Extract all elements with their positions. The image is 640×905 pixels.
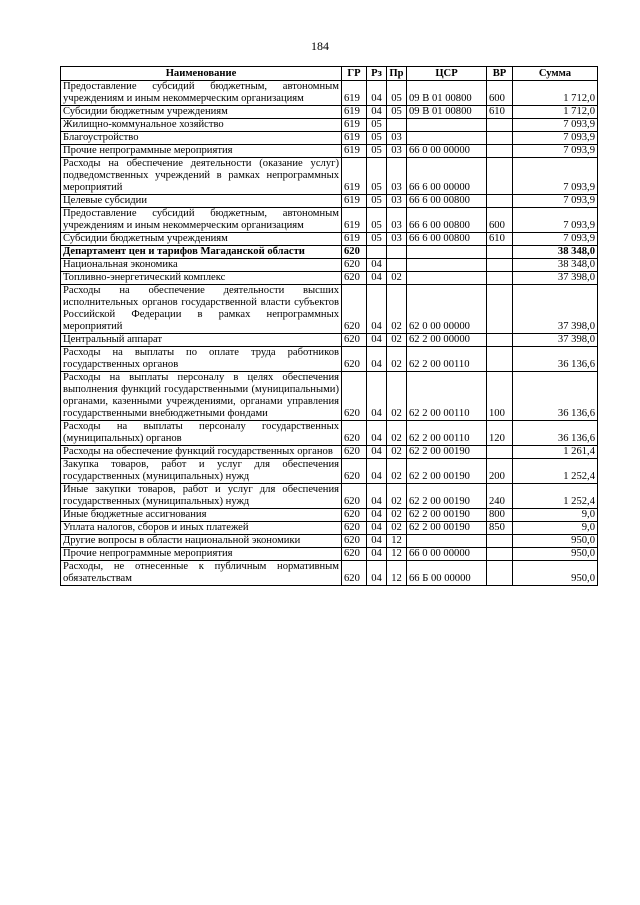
- cell-rz: 05: [367, 195, 387, 208]
- table-row: [61, 459, 598, 484]
- cell-gr: 620: [342, 535, 367, 548]
- cell-name: Другие вопросы в области национальной экономики: [61, 535, 342, 548]
- cell-name: Благоустройство: [61, 132, 342, 145]
- cell-csr: 66 6 00 00000: [407, 158, 487, 195]
- cell-gr: 619: [342, 158, 367, 195]
- cell-sum: 36 136,6: [513, 372, 598, 421]
- cell-csr: [407, 132, 487, 145]
- cell-gr: 620: [342, 446, 367, 459]
- cell-name: Предоставление субсидий бюджетным, автономным учреждениям и иным некоммерческим организациям: [61, 81, 342, 106]
- cell-gr: 620: [342, 259, 367, 272]
- cell-vr: [487, 446, 513, 459]
- cell-vr: [487, 195, 513, 208]
- cell-rz: 05: [367, 233, 387, 246]
- cell-sum: 37 398,0: [513, 285, 598, 334]
- cell-vr: [487, 259, 513, 272]
- cell-rz: 04: [367, 347, 387, 372]
- cell-rz: 04: [367, 106, 387, 119]
- cell-pr: [387, 119, 407, 132]
- cell-rz: 04: [367, 285, 387, 334]
- cell-gr: 620: [342, 522, 367, 535]
- cell-vr: [487, 535, 513, 548]
- cell-rz: 04: [367, 372, 387, 421]
- cell-rz: 04: [367, 334, 387, 347]
- cell-pr: 02: [387, 522, 407, 535]
- cell-name: Предоставление субсидий бюджетным, автономным учреждениям и иным некоммерческим организациям: [61, 208, 342, 233]
- cell-rz: 04: [367, 446, 387, 459]
- cell-sum: 950,0: [513, 561, 598, 586]
- cell-vr: 600: [487, 81, 513, 106]
- cell-sum: 7 093,9: [513, 233, 598, 246]
- cell-pr: 02: [387, 347, 407, 372]
- cell-vr: 100: [487, 372, 513, 421]
- cell-pr: 03: [387, 208, 407, 233]
- cell-name: Иные закупки товаров, работ и услуг для обеспечения государственных (муниципальных) нужд: [61, 484, 342, 509]
- cell-vr: [487, 158, 513, 195]
- header-vr: ВР: [487, 67, 513, 81]
- cell-vr: [487, 347, 513, 372]
- cell-vr: [487, 561, 513, 586]
- cell-gr: 620: [342, 548, 367, 561]
- table-row: [61, 372, 598, 421]
- cell-csr: 09 В 01 00800: [407, 106, 487, 119]
- cell-name: Департамент цен и тарифов Магаданской области: [61, 246, 342, 259]
- cell-csr: 66 6 00 00800: [407, 233, 487, 246]
- cell-sum: 9,0: [513, 509, 598, 522]
- cell-csr: 66 0 00 00000: [407, 548, 487, 561]
- table-row: [61, 145, 598, 158]
- cell-vr: 120: [487, 421, 513, 446]
- cell-csr: 62 2 00 00190: [407, 459, 487, 484]
- cell-sum: 7 093,9: [513, 132, 598, 145]
- cell-csr: 62 2 00 00190: [407, 484, 487, 509]
- cell-csr: 62 0 00 00000: [407, 285, 487, 334]
- cell-pr: 02: [387, 272, 407, 285]
- cell-name: Иные бюджетные ассигнования: [61, 509, 342, 522]
- cell-name: Прочие непрограммные мероприятия: [61, 145, 342, 158]
- cell-vr: [487, 246, 513, 259]
- table-row: [61, 561, 598, 586]
- table-row: [61, 535, 598, 548]
- cell-sum: 36 136,6: [513, 421, 598, 446]
- cell-csr: 62 2 00 00000: [407, 334, 487, 347]
- cell-csr: 62 2 00 00190: [407, 509, 487, 522]
- cell-rz: 04: [367, 81, 387, 106]
- cell-csr: 66 Б 00 00000: [407, 561, 487, 586]
- cell-vr: 200: [487, 459, 513, 484]
- cell-csr: 66 6 00 00800: [407, 208, 487, 233]
- table-row: [61, 106, 598, 119]
- cell-name: Целевые субсидии: [61, 195, 342, 208]
- header-csr: ЦСР: [407, 67, 487, 81]
- table-row: [61, 195, 598, 208]
- table-row: [61, 548, 598, 561]
- cell-rz: 04: [367, 484, 387, 509]
- table-row: [61, 522, 598, 535]
- cell-csr: 62 2 00 00110: [407, 347, 487, 372]
- cell-gr: 620: [342, 246, 367, 259]
- cell-name: Топливно-энергетический комплекс: [61, 272, 342, 285]
- cell-pr: 05: [387, 81, 407, 106]
- cell-sum: 7 093,9: [513, 158, 598, 195]
- cell-gr: 619: [342, 106, 367, 119]
- cell-gr: 620: [342, 509, 367, 522]
- cell-sum: 7 093,9: [513, 145, 598, 158]
- cell-vr: 800: [487, 509, 513, 522]
- table-row: [61, 509, 598, 522]
- cell-csr: [407, 119, 487, 132]
- cell-csr: [407, 535, 487, 548]
- cell-csr: 62 2 00 00190: [407, 446, 487, 459]
- cell-gr: 620: [342, 285, 367, 334]
- cell-gr: 619: [342, 81, 367, 106]
- cell-rz: 04: [367, 459, 387, 484]
- cell-name: Расходы, не отнесенные к публичным нормативным обязательствам: [61, 561, 342, 586]
- cell-vr: 610: [487, 106, 513, 119]
- cell-name: Центральный аппарат: [61, 334, 342, 347]
- cell-gr: 620: [342, 372, 367, 421]
- cell-vr: [487, 334, 513, 347]
- cell-sum: 1 252,4: [513, 459, 598, 484]
- cell-pr: 02: [387, 372, 407, 421]
- cell-csr: 62 2 00 00190: [407, 522, 487, 535]
- cell-sum: 7 093,9: [513, 208, 598, 233]
- cell-csr: 62 2 00 00110: [407, 372, 487, 421]
- cell-pr: 03: [387, 195, 407, 208]
- cell-vr: 850: [487, 522, 513, 535]
- table-row: [61, 446, 598, 459]
- cell-vr: 610: [487, 233, 513, 246]
- cell-name: Жилищно-коммунальное хозяйство: [61, 119, 342, 132]
- cell-gr: 620: [342, 347, 367, 372]
- table-header-row: [61, 67, 598, 81]
- cell-gr: 620: [342, 484, 367, 509]
- cell-pr: 05: [387, 106, 407, 119]
- cell-pr: 03: [387, 158, 407, 195]
- cell-vr: [487, 145, 513, 158]
- table-row: [61, 259, 598, 272]
- header-gr: ГР: [342, 67, 367, 81]
- cell-vr: 240: [487, 484, 513, 509]
- table-row: [61, 272, 598, 285]
- cell-vr: [487, 119, 513, 132]
- cell-pr: [387, 246, 407, 259]
- cell-name: Прочие непрограммные мероприятия: [61, 548, 342, 561]
- table-body: [61, 81, 598, 586]
- cell-gr: 619: [342, 145, 367, 158]
- cell-vr: [487, 132, 513, 145]
- cell-name: Субсидии бюджетным учреждениям: [61, 233, 342, 246]
- cell-csr: 66 6 00 00800: [407, 195, 487, 208]
- cell-gr: 620: [342, 334, 367, 347]
- cell-sum: 1 712,0: [513, 106, 598, 119]
- table-row: [61, 119, 598, 132]
- cell-csr: 09 В 01 00800: [407, 81, 487, 106]
- table-row: [61, 334, 598, 347]
- cell-pr: 12: [387, 548, 407, 561]
- cell-name: Национальная экономика: [61, 259, 342, 272]
- cell-rz: 05: [367, 132, 387, 145]
- cell-sum: 37 398,0: [513, 334, 598, 347]
- header-pr: Пр: [387, 67, 407, 81]
- cell-sum: 1 712,0: [513, 81, 598, 106]
- cell-csr: [407, 246, 487, 259]
- table-row: [61, 208, 598, 233]
- cell-vr: [487, 548, 513, 561]
- table-row: [61, 285, 598, 334]
- cell-sum: 7 093,9: [513, 119, 598, 132]
- cell-sum: 38 348,0: [513, 246, 598, 259]
- cell-pr: 02: [387, 421, 407, 446]
- cell-rz: [367, 246, 387, 259]
- cell-pr: 02: [387, 334, 407, 347]
- cell-gr: 620: [342, 272, 367, 285]
- cell-sum: 950,0: [513, 535, 598, 548]
- table-row: [61, 347, 598, 372]
- cell-vr: [487, 285, 513, 334]
- cell-gr: 620: [342, 421, 367, 446]
- cell-rz: 05: [367, 119, 387, 132]
- cell-name: Расходы на выплаты по оплате труда работников государственных органов: [61, 347, 342, 372]
- table-row: [61, 81, 598, 106]
- table-row: [61, 246, 598, 259]
- table-row: [61, 158, 598, 195]
- table-row: [61, 421, 598, 446]
- table-row: [61, 132, 598, 145]
- cell-vr: 600: [487, 208, 513, 233]
- cell-gr: 619: [342, 132, 367, 145]
- cell-csr: [407, 272, 487, 285]
- cell-name: Расходы на обеспечение функций государственных органов: [61, 446, 342, 459]
- cell-gr: 619: [342, 233, 367, 246]
- cell-sum: 37 398,0: [513, 272, 598, 285]
- cell-rz: 04: [367, 509, 387, 522]
- page-number: 184: [311, 39, 329, 53]
- header-sum: Сумма: [513, 67, 598, 81]
- cell-pr: 02: [387, 484, 407, 509]
- cell-gr: 620: [342, 561, 367, 586]
- cell-pr: [387, 259, 407, 272]
- cell-pr: 02: [387, 459, 407, 484]
- cell-sum: 36 136,6: [513, 347, 598, 372]
- cell-pr: 03: [387, 132, 407, 145]
- cell-pr: 02: [387, 509, 407, 522]
- cell-sum: 950,0: [513, 548, 598, 561]
- cell-name: Закупка товаров, работ и услуг для обеспечения государственных (муниципальных) нужд: [61, 459, 342, 484]
- cell-rz: 04: [367, 548, 387, 561]
- cell-name: Субсидии бюджетным учреждениям: [61, 106, 342, 119]
- cell-pr: 03: [387, 233, 407, 246]
- cell-rz: 04: [367, 535, 387, 548]
- header-name: Наименование: [61, 67, 342, 81]
- budget-table: [60, 66, 598, 586]
- table-row: [61, 484, 598, 509]
- table-row: [61, 233, 598, 246]
- cell-csr: [407, 259, 487, 272]
- cell-rz: 05: [367, 208, 387, 233]
- cell-gr: 620: [342, 459, 367, 484]
- cell-rz: 04: [367, 272, 387, 285]
- cell-pr: 12: [387, 535, 407, 548]
- cell-name: Расходы на обеспечение деятельности высших исполнительных органов государственной власти субъектов Российской Федерации в рамках непрограммных мероприятий: [61, 285, 342, 334]
- header-rz: Рз: [367, 67, 387, 81]
- cell-sum: 1 261,4: [513, 446, 598, 459]
- cell-rz: 05: [367, 145, 387, 158]
- cell-name: Расходы на обеспечение деятельности (оказание услуг) подведомственных учреждений в рамках непрограммных мероприятий: [61, 158, 342, 195]
- cell-gr: 619: [342, 208, 367, 233]
- cell-vr: [487, 272, 513, 285]
- cell-rz: 04: [367, 259, 387, 272]
- cell-sum: 1 252,4: [513, 484, 598, 509]
- cell-pr: 02: [387, 446, 407, 459]
- cell-pr: 02: [387, 285, 407, 334]
- cell-pr: 12: [387, 561, 407, 586]
- cell-sum: 38 348,0: [513, 259, 598, 272]
- cell-csr: 66 0 00 00000: [407, 145, 487, 158]
- cell-sum: 9,0: [513, 522, 598, 535]
- cell-rz: 04: [367, 561, 387, 586]
- cell-rz: 05: [367, 158, 387, 195]
- cell-name: Уплата налогов, сборов и иных платежей: [61, 522, 342, 535]
- cell-rz: 04: [367, 522, 387, 535]
- cell-gr: 619: [342, 119, 367, 132]
- cell-gr: 619: [342, 195, 367, 208]
- cell-csr: 62 2 00 00110: [407, 421, 487, 446]
- cell-rz: 04: [367, 421, 387, 446]
- cell-name: Расходы на выплаты персоналу государственных (муниципальных) органов: [61, 421, 342, 446]
- cell-pr: 03: [387, 145, 407, 158]
- cell-sum: 7 093,9: [513, 195, 598, 208]
- cell-name: Расходы на выплаты персоналу в целях обеспечения выполнения функций государственными (муниципальными) органами, казенными учреждениями, органами управления государственными внебюджетными фондами: [61, 372, 342, 421]
